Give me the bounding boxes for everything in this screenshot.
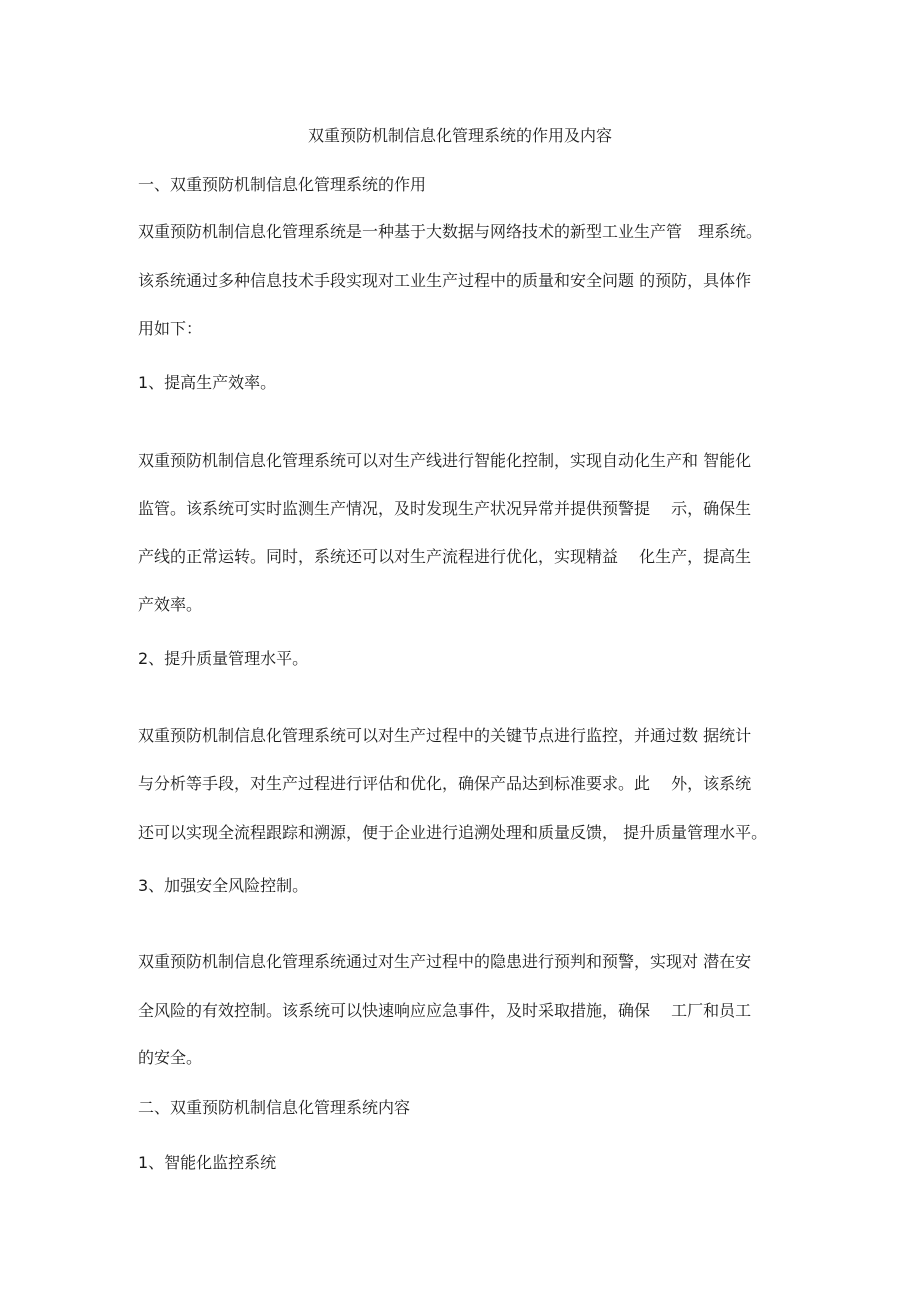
item-1-line-1: 双重预防机制信息化管理系统可以对生产线进行智能化控制，实现自动化生产和 智能化 (138, 451, 752, 470)
item-2-heading: 2、提升质量管理水平。 (138, 649, 309, 668)
document-title: 双重预防机制信息化管理系统的作用及内容 (307, 126, 612, 145)
section-2-item-1-heading: 1、智能化监控系统 (138, 1153, 277, 1172)
item-2-line-3: 还可以实现全流程跟踪和溯源，便于企业进行追溯处理和质量反馈， 提升质量管理水平。 (138, 823, 768, 842)
item-2-line-1: 双重预防机制信息化管理系统可以对生产过程中的关键节点进行监控，并通过数 据统计 (138, 726, 752, 745)
section-1-heading: 一、双重预防机制信息化管理系统的作用 (138, 175, 427, 194)
item-1-line-3: 产线的正常运转。同时，系统还可以对生产流程进行优化，实现精益 化生产，提高生 (138, 547, 752, 566)
item-1-heading: 1、提高生产效率。 (138, 373, 277, 392)
item-1-line-2: 监管。该系统可实时监测生产情况，及时发现生产状况异常并提供预警提 示，确保生 (138, 499, 752, 518)
section-2-heading: 二、双重预防机制信息化管理系统内容 (138, 1098, 411, 1117)
item-1-line-4: 产效率。 (138, 595, 203, 614)
intro-line-1: 双重预防机制信息化管理系统是一种基于大数据与网络技术的新型工业生产管 理系统。 (138, 222, 763, 241)
item-2-line-2: 与分析等手段，对生产过程进行评估和优化，确保产品达到标准要求。此 外，该系统 (138, 774, 752, 793)
intro-line-2: 该系统通过多种信息技术手段实现对工业生产过程中的质量和安全问题 的预防，具体作 (138, 271, 752, 290)
intro-line-3: 用如下： (138, 319, 203, 338)
item-3-line-2: 全风险的有效控制。该系统可以快速响应应急事件，及时采取措施，确保 工厂和员工 (138, 1001, 752, 1020)
item-3-line-3: 的安全。 (138, 1048, 203, 1067)
item-3-heading: 3、加强安全风险控制。 (138, 876, 309, 895)
item-3-line-1: 双重预防机制信息化管理系统通过对生产过程中的隐患进行预判和预警，实现对 潜在安 (138, 952, 752, 971)
